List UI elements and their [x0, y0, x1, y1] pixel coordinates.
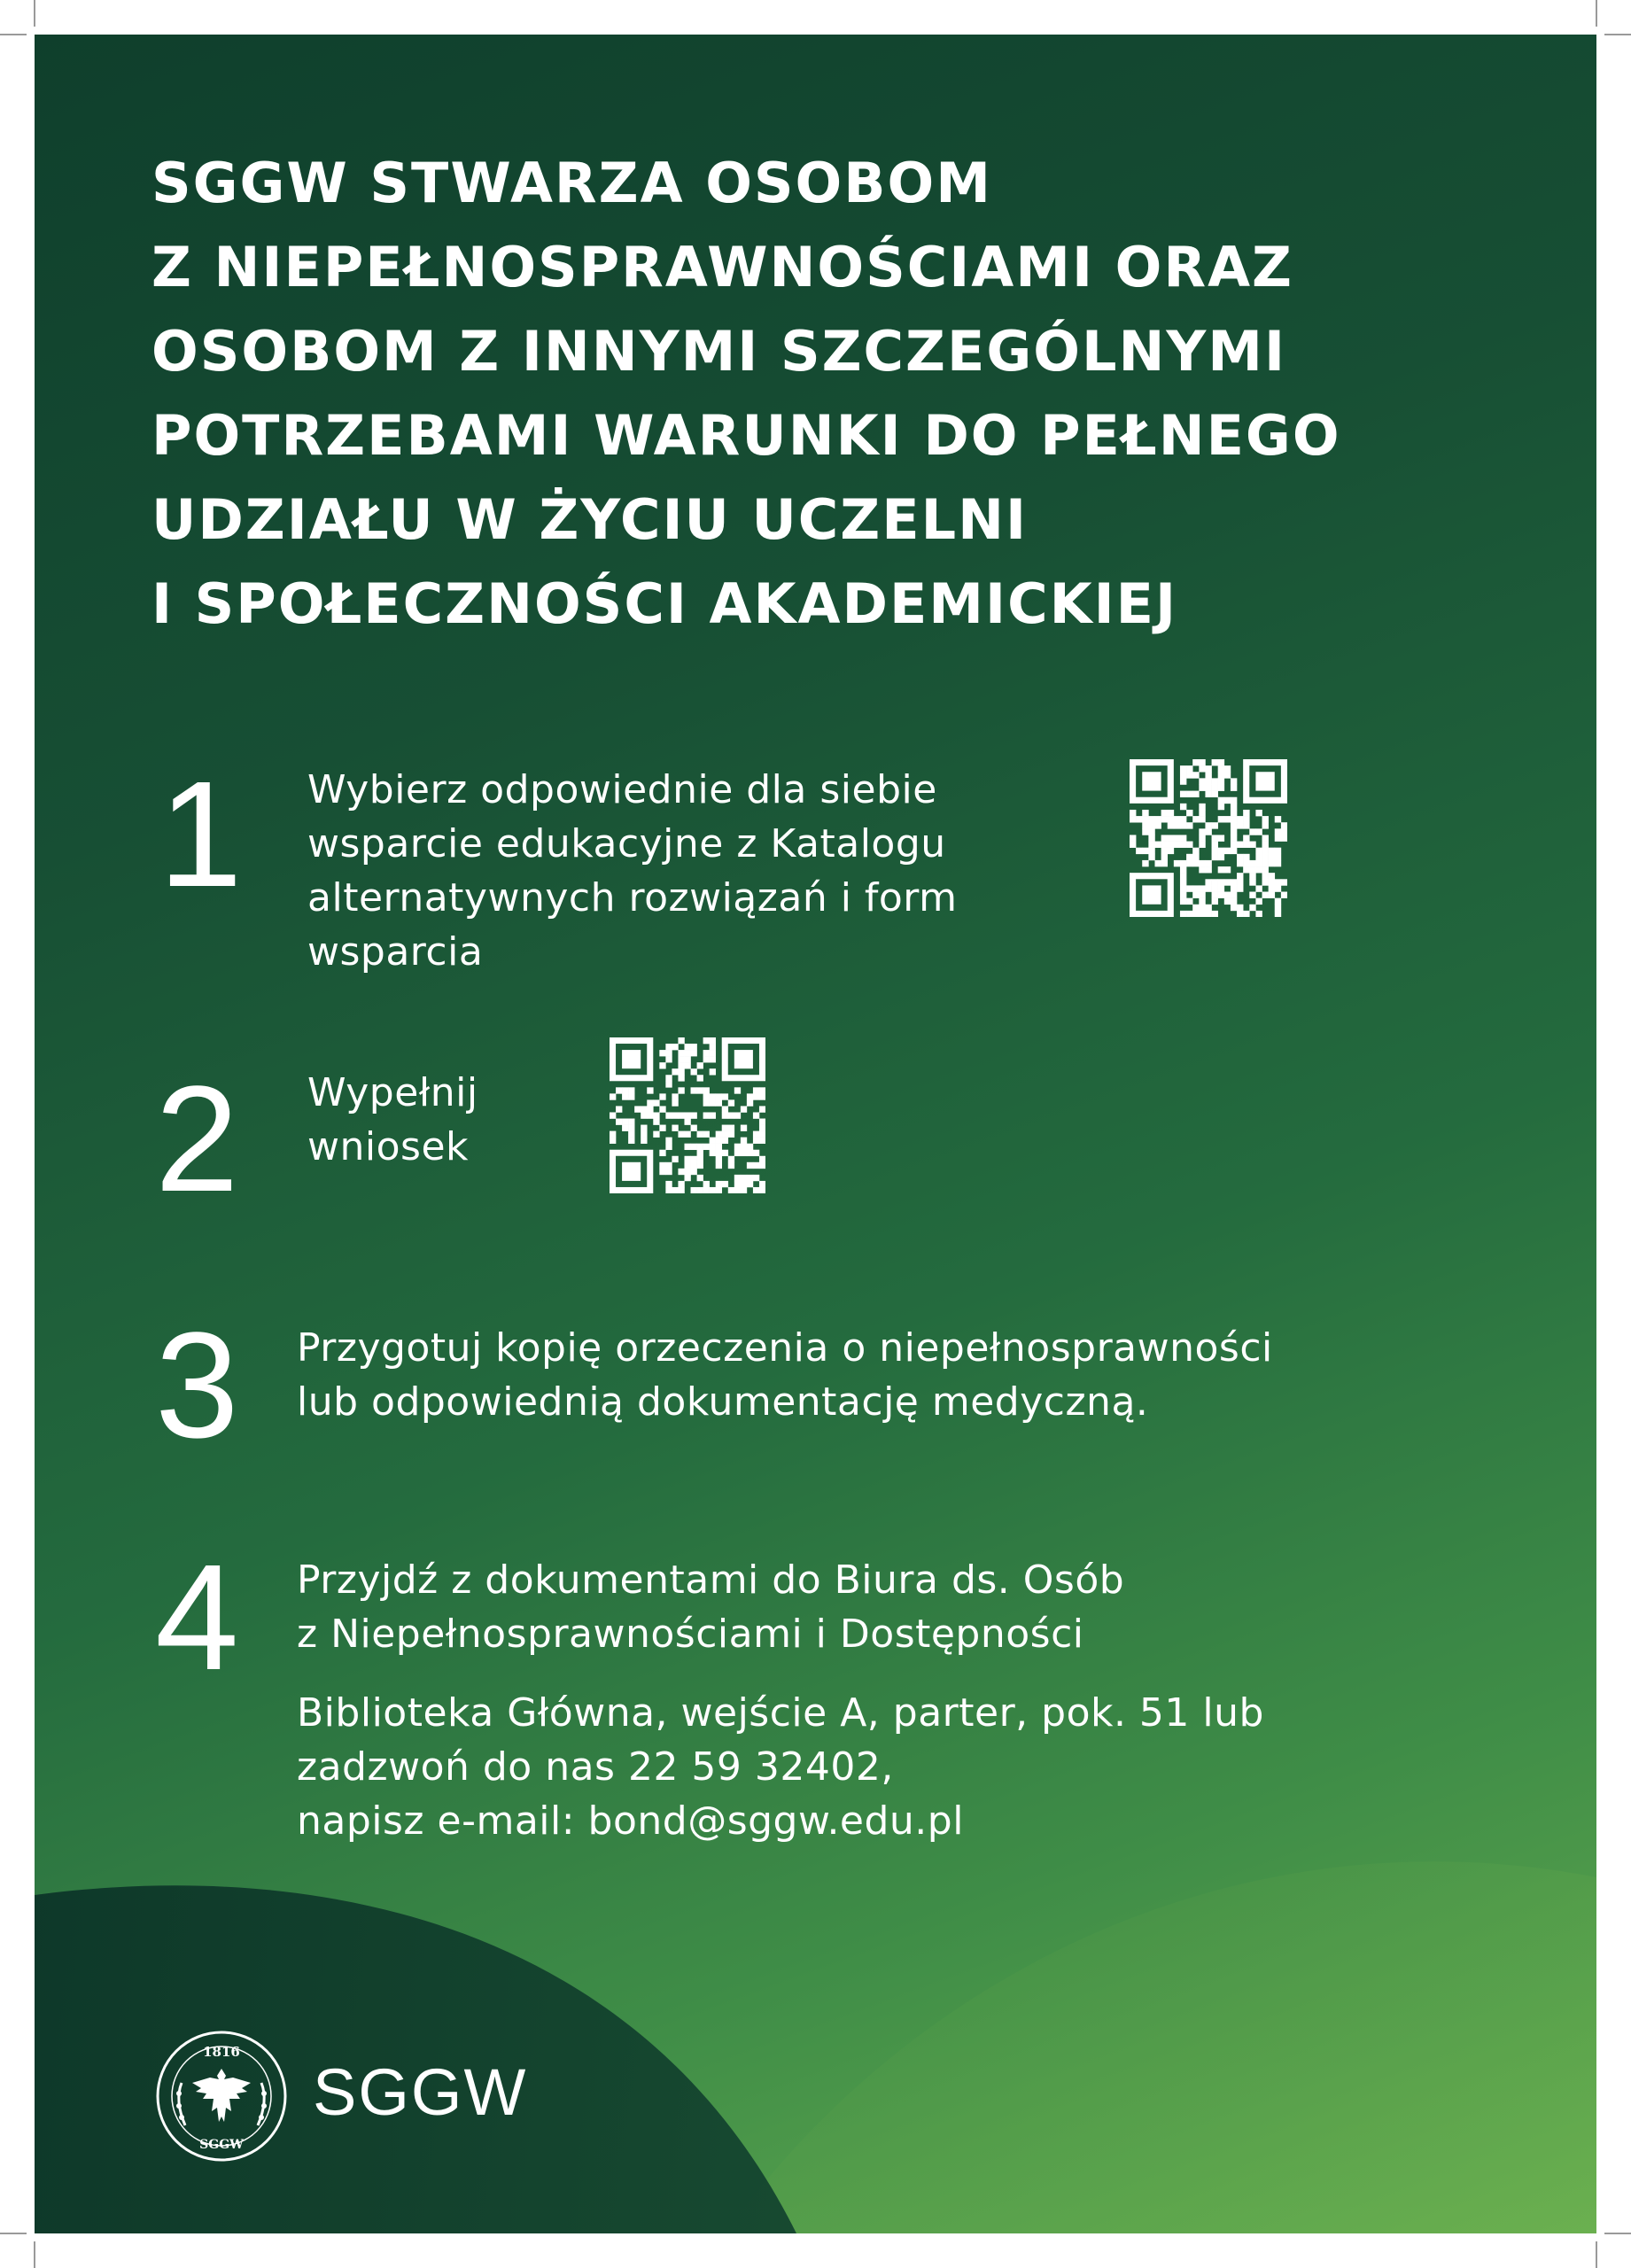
headline-line: SGGW STWARZA OSOBOM — [151, 151, 992, 215]
step-line: Wypełnij — [307, 1070, 478, 1115]
step-number-4: 4 — [155, 1534, 239, 1702]
crop-mark — [1596, 0, 1597, 27]
step-line: wsparcia — [307, 929, 484, 975]
headline-line: Z NIEPEŁNOSPRAWNOŚCIAMI ORAZ — [151, 235, 1294, 299]
poster — [35, 35, 1596, 2233]
crop-mark — [1596, 2241, 1597, 2268]
crop-mark — [0, 34, 27, 35]
seal-year: 1816 — [203, 2044, 240, 2060]
step-text-4 — [297, 1553, 1124, 1661]
step-line: Przygotuj kopię orzeczenia o niepełnosprawności — [297, 1325, 1273, 1371]
headline-line: I SPOŁECZNOŚCI AKADEMICKIEJ — [151, 571, 1178, 636]
headline — [151, 141, 1480, 646]
eagle-emblem-icon — [155, 2030, 288, 2163]
step-line: lub odpowiednią dokumentację medyczną. — [297, 1379, 1149, 1425]
crop-mark — [34, 2241, 35, 2268]
step-line: alternatywnych rozwiązań i form — [307, 875, 958, 920]
step-line: wniosek — [307, 1124, 469, 1169]
qr-code-icon[interactable] — [1130, 759, 1287, 917]
contact-line: zadzwoń do nas 22 59 32402, — [297, 1744, 894, 1790]
contact-info — [297, 1686, 1264, 1848]
seal-text: SGGW — [199, 2138, 244, 2152]
headline-line: OSOBOM Z INNYMI SZCZEGÓLNYMI — [151, 319, 1287, 384]
qr-code-icon[interactable] — [610, 1037, 765, 1193]
step-number-1: 1 — [159, 750, 243, 919]
step-line: Wybierz odpowiednie dla siebie — [307, 767, 937, 812]
step-line: z Niepełnosprawnościami i Dostępności — [297, 1612, 1084, 1657]
step-text-3 — [297, 1321, 1273, 1429]
contact-line: Biblioteka Główna, wejście A, parter, pok. 51 lub — [297, 1690, 1264, 1736]
contact-line[interactable]: napisz e-mail: bond@sggw.edu.pl — [297, 1798, 964, 1844]
crop-mark — [34, 0, 35, 27]
step-line: wsparcie edukacyjne z Katalogu — [307, 821, 946, 866]
step-number-2: 2 — [155, 1055, 239, 1223]
step-number-3: 3 — [155, 1301, 239, 1470]
crop-mark — [1604, 2233, 1631, 2234]
crop-mark — [1604, 34, 1631, 35]
step-text-2 — [307, 1066, 478, 1174]
headline-line: UDZIAŁU W ŻYCIU UCZELNI — [151, 487, 1029, 552]
step-line: Przyjdź z dokumentami do Biura ds. Osób — [297, 1557, 1125, 1603]
headline-line: POTRZEBAMI WARUNKI DO PEŁNEGO — [151, 403, 1341, 468]
step-text-1 — [307, 763, 958, 979]
brand-name: SGGW — [313, 2055, 528, 2129]
crop-mark — [0, 2233, 27, 2234]
